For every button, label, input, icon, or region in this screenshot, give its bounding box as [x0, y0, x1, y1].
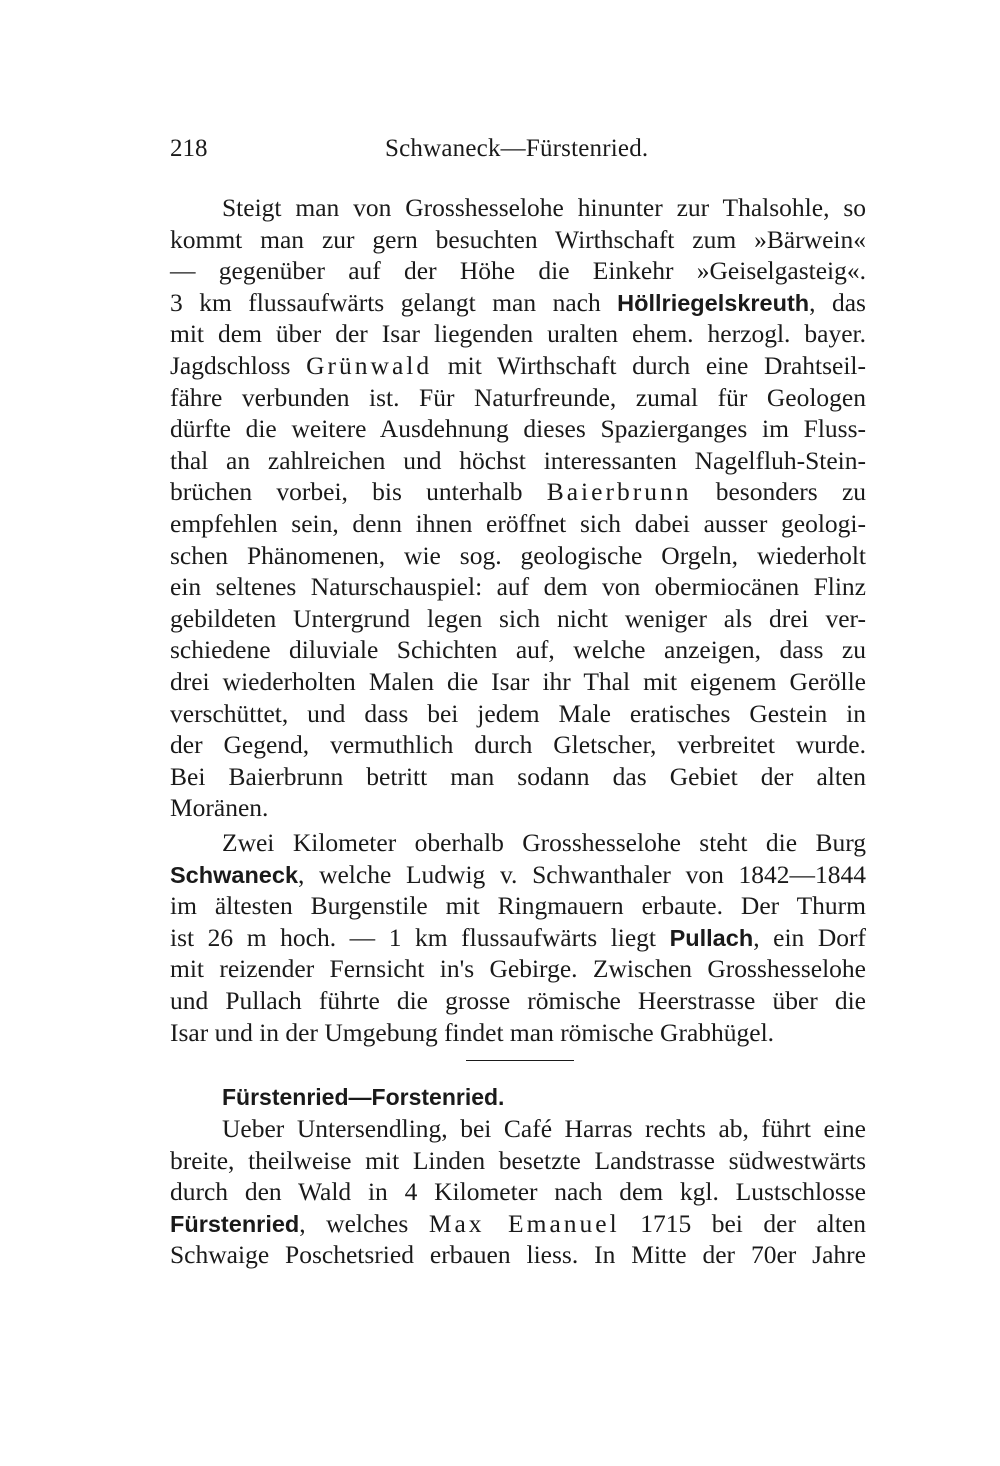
page-number: 218: [170, 135, 208, 162]
text-run: 1715 bei der alten: [619, 1208, 866, 1238]
spaced-name-gruenwald: Grünwald: [306, 350, 433, 380]
text-run: 3 km flussaufwärts gelangt man nach: [170, 287, 618, 317]
text-line: Steigt man von Grosshesselohe hinunter zur Thalsohle, so: [222, 193, 866, 222]
paragraph-steigt-man: [170, 192, 866, 824]
text-line: mit dem über der Isar liegenden uralten ehem. herzogl. bayer.: [170, 319, 866, 349]
section-heading: Fürstenried—Forstenried.: [222, 1084, 505, 1110]
text-line: ein seltenes Naturschauspiel: auf dem von obermiocänen Flinz: [170, 572, 866, 602]
place-name-fuerstenried: Fürstenried: [170, 1210, 300, 1237]
text-line: der Gegend, vermuthlich durch Gletscher, verbreitet wurde.: [170, 730, 866, 760]
paragraph-zwei-kilometer: [170, 827, 866, 1048]
text-line: dürfte die weitere Ausdehnung dieses Spazierganges im Fluss-: [170, 414, 866, 444]
text-run: , das: [809, 287, 866, 317]
text-line: Isar und in der Umgebung findet man römische Grabhügel.: [170, 1017, 775, 1047]
text-line: Moränen.: [170, 793, 269, 823]
text-line: breite, theilweise mit Linden besetzte Landstrasse südwestwärts: [170, 1145, 866, 1175]
text-line: mit reizender Fernsicht in's Gebirge. Zwischen Grosshesselohe: [170, 954, 866, 984]
text-line: empfehlen sein, denn ihnen eröffnet sich dabei ausser geologi-: [170, 508, 866, 538]
text-line: [170, 476, 866, 508]
page-header: [170, 132, 865, 166]
text-line: drei wiederholten Malen die Isar ihr Thal mit eigenem Gerölle: [170, 666, 866, 696]
text-line: fähre verbunden ist. Für Naturfreunde, zumal für Geologen: [170, 382, 866, 412]
text-line: [170, 922, 866, 954]
text-line: Zwei Kilometer oberhalb Grosshesselohe steht die Burg: [222, 828, 866, 857]
spaced-name-baierbrunn: Baierbrunn: [546, 477, 692, 507]
text-line: schen Phänomenen, wie sog. geologische Orgeln, wiederholt: [170, 540, 866, 570]
text-run: mit Wirthschaft durch eine Drahtseil-: [432, 350, 866, 380]
running-title: Schwaneck—Fürstenried.: [385, 135, 649, 162]
text-line: schiedene diluviale Schichten auf, welche anzeigen, dass zu: [170, 635, 866, 665]
text-line: gebildeten Untergrund legen sich nicht weniger als drei ver-: [170, 603, 866, 633]
text-run: brüchen vorbei, bis unterhalb: [170, 477, 547, 507]
text-line: durch den Wald in 4 Kilometer nach dem kgl. Lustschlosse: [170, 1177, 866, 1207]
text-line: [170, 350, 866, 382]
text-line: verschüttet, und dass bei jedem Male eratisches Gestein in: [170, 698, 866, 728]
paragraph-ueber-untersendling: [170, 1113, 866, 1271]
text-run: , welches: [299, 1208, 429, 1238]
section-divider: [466, 1060, 574, 1061]
text-line: und Pullach führte die grosse römische Heerstrasse über die: [170, 985, 866, 1015]
text-line: Ueber Untersendling, bei Café Harras rechts ab, führt eine: [222, 1114, 866, 1143]
place-name-hoellriegelskreuth: Höllriegelskreuth: [617, 289, 810, 316]
text-line: Bei Baierbrunn betritt man sodann das Gebiet der alten: [170, 761, 866, 791]
text-run: besonders zu: [691, 477, 867, 507]
text-line: [170, 859, 866, 891]
text-line: — gegenüber auf der Höhe die Einkehr »Geiselgasteig«.: [170, 256, 866, 286]
text-line: kommt man zur gern besuchten Wirthschaft zum »Bärwein«: [170, 224, 866, 254]
text-run: ist 26 m hoch. — 1 km flussaufwärts liegt: [170, 922, 670, 952]
text-line: thal an zahlreichen und höchst interessanten Nagelfluh-Stein-: [170, 445, 866, 475]
spaced-name-max-emanuel: Max Emanuel: [428, 1208, 620, 1238]
text-run: Jagdschloss: [170, 350, 307, 380]
place-name-pullach: Pullach: [669, 924, 754, 951]
text-line: [170, 287, 866, 319]
text-line: [170, 1208, 866, 1240]
text-run: , welche Ludwig v. Schwanthaler von 1842—1844: [298, 859, 866, 889]
text-line: Schwaige Poschetsried erbauen liess. In Mitte der 70er Jahre: [170, 1240, 866, 1270]
text-run: , ein Dorf: [753, 922, 866, 952]
text-line: im ältesten Burgenstile mit Ringmauern erbaute. Der Thurm: [170, 891, 866, 921]
place-name-schwaneck: Schwaneck: [170, 861, 299, 888]
